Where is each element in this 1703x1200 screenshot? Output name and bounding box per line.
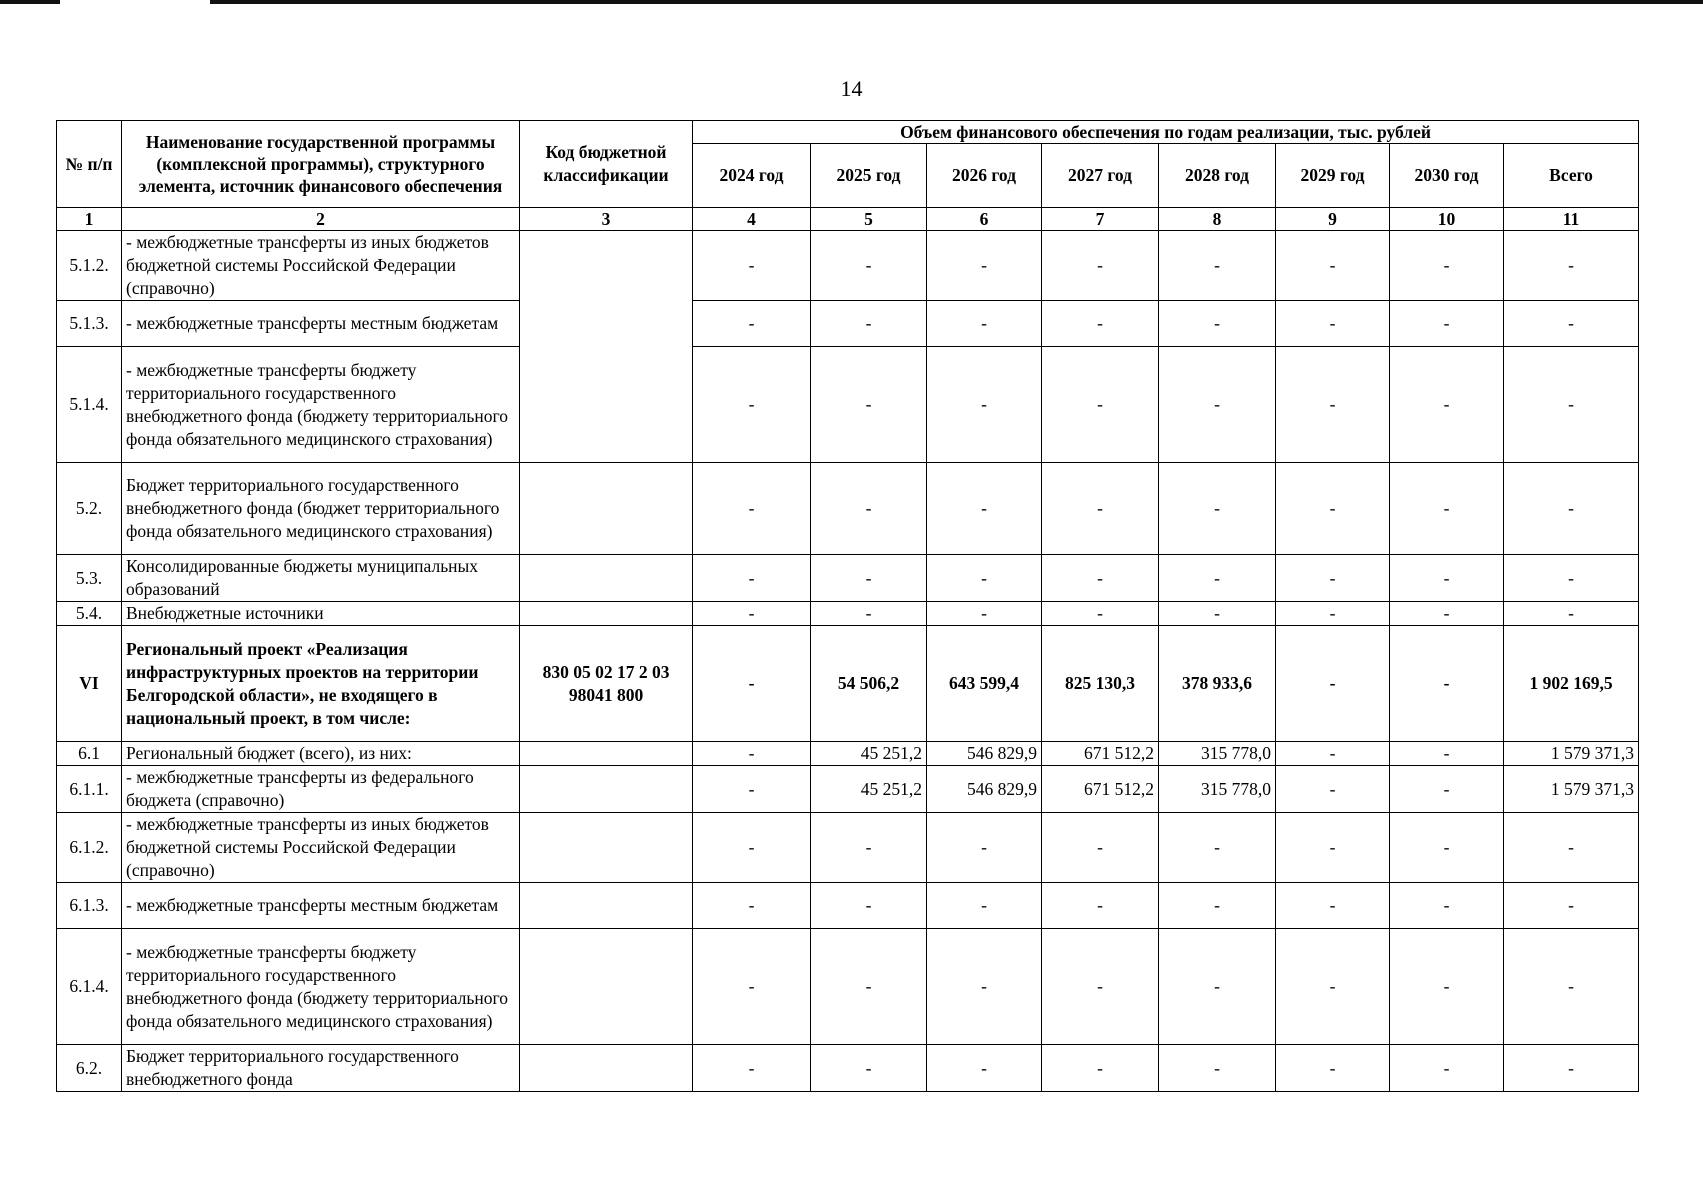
- row-value: -: [1504, 883, 1639, 929]
- top-border-gap: [60, 0, 210, 4]
- row-value: -: [811, 347, 927, 463]
- row-name: Внебюджетные источники: [122, 602, 520, 626]
- row-value: -: [1159, 301, 1276, 347]
- row-code: [520, 929, 693, 1045]
- table-row: [57, 813, 1639, 883]
- column-number: 4: [693, 208, 811, 231]
- row-code: [520, 883, 693, 929]
- row-value: -: [1159, 813, 1276, 883]
- row-value: -: [1042, 231, 1159, 301]
- row-value: -: [1042, 301, 1159, 347]
- row-value: -: [1390, 766, 1504, 813]
- column-number: 6: [927, 208, 1042, 231]
- row-value: -: [1042, 813, 1159, 883]
- row-value: -: [693, 1045, 811, 1092]
- row-value: -: [693, 766, 811, 813]
- row-name: - межбюджетные трансферты местным бюджетам: [122, 301, 520, 347]
- row-value: 315 778,0: [1159, 742, 1276, 766]
- row-code: [520, 463, 693, 555]
- table-row: [57, 231, 1639, 301]
- row-value: -: [927, 555, 1042, 602]
- row-number: 6.1.1.: [57, 766, 122, 813]
- row-number: 5.3.: [57, 555, 122, 602]
- row-name: - межбюджетные трансферты местным бюджетам: [122, 883, 520, 929]
- row-code: 830 05 02 17 2 03 98041 800: [520, 626, 693, 742]
- row-number: VI: [57, 626, 122, 742]
- row-value: -: [1159, 602, 1276, 626]
- row-value: -: [1159, 1045, 1276, 1092]
- row-value: 546 829,9: [927, 766, 1042, 813]
- row-value: -: [927, 929, 1042, 1045]
- row-value: -: [1276, 742, 1390, 766]
- row-value: -: [927, 1045, 1042, 1092]
- row-value: 315 778,0: [1159, 766, 1276, 813]
- row-value: -: [1504, 813, 1639, 883]
- row-value: -: [1504, 929, 1639, 1045]
- row-value: -: [811, 301, 927, 347]
- row-value: -: [927, 347, 1042, 463]
- row-value: 1 579 371,3: [1504, 766, 1639, 813]
- row-value: 671 512,2: [1042, 766, 1159, 813]
- row-value: -: [693, 231, 811, 301]
- row-value: -: [811, 813, 927, 883]
- table-row: [57, 929, 1639, 1045]
- row-value: -: [693, 347, 811, 463]
- row-value: -: [1390, 555, 1504, 602]
- table-row: [57, 766, 1639, 813]
- header-row-1: [57, 121, 1639, 144]
- row-number: 6.1.2.: [57, 813, 122, 883]
- header-financing-group: Объем финансового обеспечения по годам реализации, тыс. рублей: [693, 121, 1639, 144]
- row-value: -: [1276, 555, 1390, 602]
- row-number: 5.4.: [57, 602, 122, 626]
- column-number: 3: [520, 208, 693, 231]
- row-value: -: [1504, 602, 1639, 626]
- row-value: -: [1159, 883, 1276, 929]
- row-value: -: [927, 813, 1042, 883]
- row-value: -: [811, 1045, 927, 1092]
- row-value: -: [1042, 602, 1159, 626]
- row-value: -: [1276, 463, 1390, 555]
- row-value: 45 251,2: [811, 766, 927, 813]
- row-value: -: [1042, 1045, 1159, 1092]
- row-value: -: [1504, 301, 1639, 347]
- row-value: -: [1276, 929, 1390, 1045]
- row-code: [520, 742, 693, 766]
- row-value: -: [1042, 347, 1159, 463]
- row-value: -: [693, 463, 811, 555]
- row-value: -: [693, 742, 811, 766]
- row-value: -: [693, 813, 811, 883]
- header-year: 2025 год: [811, 144, 927, 208]
- row-number: 5.1.2.: [57, 231, 122, 301]
- row-value: -: [1276, 766, 1390, 813]
- row-name: Бюджет территориального государственного внебюджетного фонда (бюджет территориального фонда обязательного медицинского страхования): [122, 463, 520, 555]
- row-value: -: [1159, 929, 1276, 1045]
- row-value: -: [1504, 347, 1639, 463]
- row-code: [520, 766, 693, 813]
- row-value: -: [1504, 463, 1639, 555]
- row-value: -: [1042, 883, 1159, 929]
- row-value: -: [1159, 347, 1276, 463]
- row-number: 5.2.: [57, 463, 122, 555]
- table-row: [57, 883, 1639, 929]
- row-value: -: [1390, 742, 1504, 766]
- row-code: [520, 813, 693, 883]
- header-year: 2030 год: [1390, 144, 1504, 208]
- column-number: 7: [1042, 208, 1159, 231]
- row-number: 6.2.: [57, 1045, 122, 1092]
- row-name: Региональный бюджет (всего), из них:: [122, 742, 520, 766]
- column-number: 11: [1504, 208, 1639, 231]
- row-number: 6.1.3.: [57, 883, 122, 929]
- row-value: -: [1504, 555, 1639, 602]
- header-year: 2027 год: [1042, 144, 1159, 208]
- row-value: 54 506,2: [811, 626, 927, 742]
- row-value: -: [693, 301, 811, 347]
- row-value: -: [693, 626, 811, 742]
- row-value: -: [1159, 555, 1276, 602]
- row-value: -: [1390, 929, 1504, 1045]
- row-value: 825 130,3: [1042, 626, 1159, 742]
- row-value: -: [1390, 602, 1504, 626]
- row-name: - межбюджетные трансферты из федерального бюджета (справочно): [122, 766, 520, 813]
- header-code: Код бюджетной классификации: [520, 121, 693, 208]
- header-total: Всего: [1504, 144, 1639, 208]
- row-value: -: [1390, 231, 1504, 301]
- row-value: -: [693, 929, 811, 1045]
- row-code: [520, 1045, 693, 1092]
- row-value: -: [693, 602, 811, 626]
- row-value: 45 251,2: [811, 742, 927, 766]
- row-value: -: [927, 463, 1042, 555]
- header-name: Наименование государственной программы (комплексной программы), структурного элемента, источник финансового обеспечения: [122, 121, 520, 208]
- table-row: [57, 742, 1639, 766]
- row-value: 1 579 371,3: [1504, 742, 1639, 766]
- row-number: 6.1.4.: [57, 929, 122, 1045]
- top-border-line: [0, 0, 1703, 4]
- row-value: -: [927, 602, 1042, 626]
- row-value: -: [1159, 463, 1276, 555]
- row-name: Региональный проект «Реализация инфраструктурных проектов на территории Белгородской области», не входящего в национальный проект, в том числе:: [122, 626, 520, 742]
- row-value: -: [1504, 231, 1639, 301]
- row-code: [520, 231, 693, 463]
- row-value: -: [927, 301, 1042, 347]
- table-row: [57, 626, 1639, 742]
- financing-table: [56, 120, 1639, 1092]
- header-year: 2024 год: [693, 144, 811, 208]
- row-value: -: [1390, 301, 1504, 347]
- page-number: 14: [840, 76, 863, 101]
- header-year: 2029 год: [1276, 144, 1390, 208]
- column-number: 9: [1276, 208, 1390, 231]
- row-value: -: [1159, 231, 1276, 301]
- table-row: [57, 555, 1639, 602]
- row-value: -: [1276, 301, 1390, 347]
- row-value: -: [811, 602, 927, 626]
- row-value: -: [811, 555, 927, 602]
- row-value: -: [1276, 347, 1390, 463]
- row-name: - межбюджетные трансферты из иных бюджетов бюджетной системы Российской Федерации (справочно): [122, 231, 520, 301]
- row-value: -: [1276, 883, 1390, 929]
- row-value: -: [1390, 813, 1504, 883]
- column-number: 8: [1159, 208, 1276, 231]
- column-number: 5: [811, 208, 927, 231]
- row-value: -: [1276, 626, 1390, 742]
- row-value: -: [1276, 813, 1390, 883]
- header-num: № п/п: [57, 121, 122, 208]
- row-number: 6.1: [57, 742, 122, 766]
- row-value: 546 829,9: [927, 742, 1042, 766]
- row-value: -: [1390, 626, 1504, 742]
- row-value: 1 902 169,5: [1504, 626, 1639, 742]
- row-code: [520, 555, 693, 602]
- row-name: - межбюджетные трансферты бюджету территориального государственного внебюджетного фонда (бюджету территориального фонда обязательного медицинского страхования): [122, 929, 520, 1045]
- row-value: 643 599,4: [927, 626, 1042, 742]
- row-number: 5.1.4.: [57, 347, 122, 463]
- row-value: -: [1390, 883, 1504, 929]
- row-value: -: [811, 231, 927, 301]
- column-number: 1: [57, 208, 122, 231]
- column-number-row: [57, 208, 1639, 231]
- row-value: -: [1042, 929, 1159, 1045]
- row-value: -: [1390, 347, 1504, 463]
- column-number: 10: [1390, 208, 1504, 231]
- row-value: 378 933,6: [1159, 626, 1276, 742]
- row-value: 671 512,2: [1042, 742, 1159, 766]
- row-value: -: [693, 883, 811, 929]
- row-value: -: [1042, 463, 1159, 555]
- row-value: -: [1504, 1045, 1639, 1092]
- table-row: [57, 301, 1639, 347]
- table-row: [57, 347, 1639, 463]
- row-name: Консолидированные бюджеты муниципальных образований: [122, 555, 520, 602]
- row-value: -: [811, 929, 927, 1045]
- row-value: -: [1276, 602, 1390, 626]
- row-value: -: [811, 883, 927, 929]
- row-name: - межбюджетные трансферты бюджету территориального государственного внебюджетного фонда (бюджету территориального фонда обязательного медицинского страхования): [122, 347, 520, 463]
- row-value: -: [1276, 231, 1390, 301]
- row-value: -: [927, 231, 1042, 301]
- row-value: -: [1390, 1045, 1504, 1092]
- row-value: -: [1390, 463, 1504, 555]
- row-value: -: [811, 463, 927, 555]
- table-row: [57, 463, 1639, 555]
- header-year: 2028 год: [1159, 144, 1276, 208]
- row-value: -: [1276, 1045, 1390, 1092]
- header-year: 2026 год: [927, 144, 1042, 208]
- row-name: Бюджет территориального государственного внебюджетного фонда: [122, 1045, 520, 1092]
- column-number: 2: [122, 208, 520, 231]
- row-value: -: [693, 555, 811, 602]
- row-value: -: [927, 883, 1042, 929]
- row-number: 5.1.3.: [57, 301, 122, 347]
- row-name: - межбюджетные трансферты из иных бюджетов бюджетной системы Российской Федерации (справочно): [122, 813, 520, 883]
- row-value: -: [1042, 555, 1159, 602]
- table-row: [57, 602, 1639, 626]
- table-row: [57, 1045, 1639, 1092]
- row-code: [520, 602, 693, 626]
